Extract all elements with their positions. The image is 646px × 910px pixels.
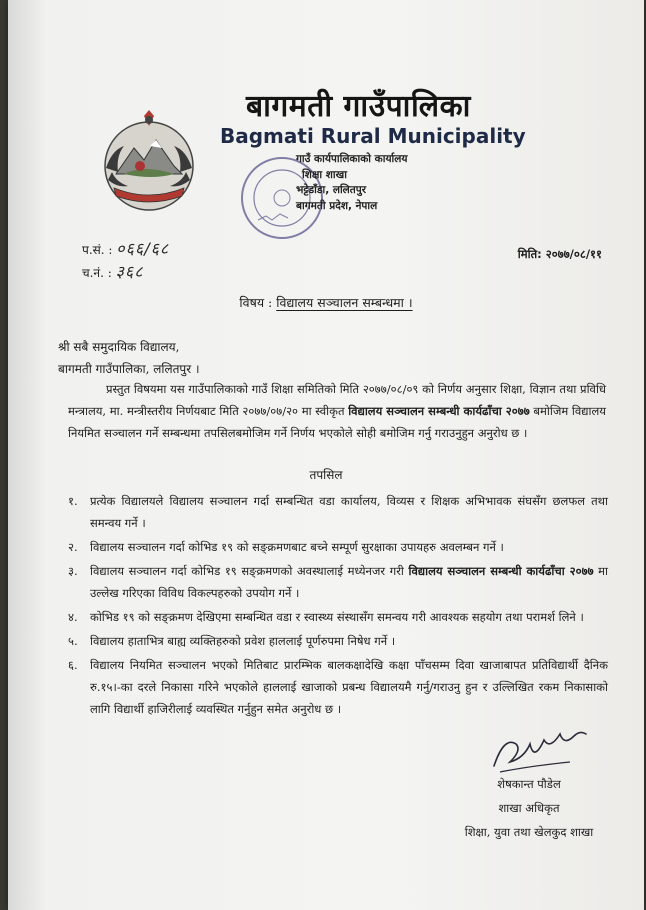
- signature-block: [444, 772, 614, 844]
- office-address-block: [296, 152, 407, 214]
- list-item: [68, 630, 608, 652]
- item-bold-text: विद्यालय सञ्चालन सम्बन्धी कार्यढाँचा २०७७: [408, 564, 594, 578]
- item-text: विद्यालय सञ्चालन गर्दा कोभिड १९ सङ्क्रमणको अवस्थालाई मध्येनजर गरी: [90, 564, 409, 578]
- item-number: ४.: [68, 610, 78, 624]
- office-line: भट्टेडाँडा, ललितपुर: [296, 184, 367, 196]
- office-line: बागमती प्रदेश, नेपाल: [296, 199, 378, 212]
- list-item: [68, 490, 608, 534]
- subject-label: विषय :: [239, 295, 273, 310]
- item-text: कोभिड १९ को सङ्क्रमण देखिएमा सम्बन्धित वडा र स्वास्थ्य संस्थासँग समन्वय गरी आवश्यक सहयोग तथा परामर्श लिने ।: [90, 610, 584, 624]
- subject-text: विद्यालय सञ्चालन सम्बन्धमा ।: [276, 295, 413, 310]
- list-item: [68, 536, 608, 558]
- letter-date: मिति: २०७७/०८/११: [517, 247, 602, 261]
- directive-list: [68, 490, 608, 722]
- letter-page: [8, 0, 644, 910]
- body-text: बमोजिम विद्यालय नियमित सञ्चालन गर्ने सम्बन्धमा तपसिलबमोजिम गर्ने निर्णय भएकोले सोही बमोजिम गर्नु गराउनुहुन अनुरोध छ ।: [68, 404, 606, 440]
- item-text: विद्यालय हाताभित्र बाह्य व्यक्तिहरुको प्रवेश हाललाई पूर्णरुपमा निषेध गर्ने ।: [90, 634, 396, 648]
- ps-value: ०६६/६८: [116, 239, 170, 258]
- item-number: १.: [68, 494, 78, 508]
- cn-label: च.नं. :: [82, 266, 112, 280]
- item-text: विद्यालय नियमित सञ्चालन भएको मितिबाट प्रारम्भिक बालकक्षादेखि कक्षा पाँचसम्म दिवा खाजाबापत प्रतिविद्यार्थी दैनिक रु.१५।-का दरले निकासा गरिने भएकोले हाललाई खाजाको प्रबन्ध विद्यालयमै गर्नु/गराउनु हुन र उल्लिखित रकम निकासाको लागि विद्यार्थी हाजिरीलाई व्यवस्थित गर्नुहुन समेत अनुरोध छ ।: [90, 658, 608, 716]
- list-item: [68, 654, 608, 720]
- item-number: २.: [68, 540, 78, 554]
- item-text: विद्यालय सञ्चालन गर्दा कोभिड १९ को सङ्क्रमणबाट बच्ने सम्पूर्ण सुरक्षाका उपायहरु अवलम्बन गर्ने ।: [90, 540, 504, 554]
- municipality-title-nepali: बागमती गाउँपालिका: [246, 89, 471, 124]
- subject-line: [8, 294, 644, 311]
- item-text: मा उल्लेख गरिएका विविध विकल्पहरुको उपयोग गर्ने ।: [90, 564, 609, 600]
- body-bold-text: विद्यालय सञ्चालन सम्बन्धी कार्यढाँचा २०७७: [348, 404, 530, 418]
- addressee-line: बागमती गाउँपालिका, ललितपुर ।: [58, 362, 200, 376]
- tapasil-heading: तपसिल: [309, 468, 343, 482]
- addressee-block: [58, 336, 200, 380]
- signatory-branch: शिक्षा, युवा तथा खेलकुद शाखा: [464, 825, 594, 839]
- signatory-name: शेषकान्त पौडेल: [497, 777, 561, 791]
- office-line: शिक्षा शाखा: [302, 168, 347, 181]
- item-number: ३.: [68, 564, 78, 578]
- list-item: [68, 606, 608, 628]
- body-text: प्रस्तुत विषयमा यस गाउँपालिकाको गाउँ शिक्षा समितिको मिति २०७७/०८/०९ को निर्णय अनुसार शिक्षा, विज्ञान तथा प्रविधि मन्त्रालय, मा. मन्त्रीस्तरीय निर्णयबाट मिति २०७७/०७/२० मा स्वीकृत: [68, 382, 606, 418]
- item-number: ५.: [68, 634, 78, 648]
- office-line: गाउँ कार्यपालिकाको कार्यालय: [296, 153, 408, 165]
- signatory-designation: शाखा अधिकृत: [498, 801, 560, 815]
- list-item: [68, 560, 608, 604]
- cn-value: ३६८: [115, 262, 144, 281]
- addressee-line: श्री सबै समुदायिक विद्यालय,: [58, 340, 180, 354]
- item-number: ६.: [68, 658, 78, 672]
- ps-label: प.सं. :: [82, 243, 113, 257]
- reference-block: [82, 238, 169, 284]
- municipality-title-english: Bagmati Rural Municipality: [220, 124, 526, 148]
- nepal-emblem-icon: [94, 108, 204, 218]
- body-paragraph: [68, 378, 606, 444]
- item-text: प्रत्येक विद्यालयले विद्यालय सञ्चालन गर्दा सम्बन्धित वडा कार्यालय, विव्यस र शिक्षक अभिभावक संघसँग छलफल तथा समन्वय गर्ने ।: [90, 494, 608, 530]
